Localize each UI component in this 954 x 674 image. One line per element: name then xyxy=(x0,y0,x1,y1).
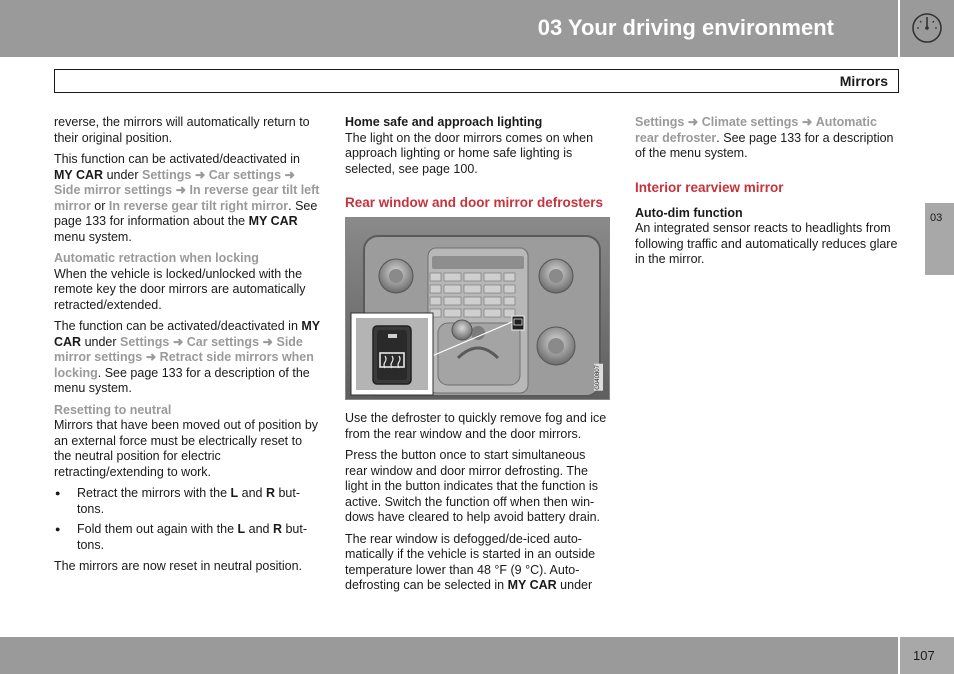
menu-path-item: Automatic rear defroster xyxy=(635,115,877,145)
menu-path-item: Car settings xyxy=(186,334,260,349)
text: under xyxy=(81,334,121,349)
center-console-illustration xyxy=(346,218,610,400)
chapter-title: 03 Your driving environment xyxy=(537,15,834,40)
button-letter: R xyxy=(265,486,275,500)
text: under xyxy=(556,578,593,592)
menu-path-item: In reverse gear tilt left mirror xyxy=(54,183,320,213)
text: The function can be activated/deactivated in xyxy=(54,319,302,333)
text: or xyxy=(90,198,109,213)
defroster-photo xyxy=(345,217,610,400)
paragraph: The light on the door mirrors comes on when approach lighting or home safe lighting is selected, see page 100. xyxy=(345,130,594,176)
speedometer-icon xyxy=(911,12,943,44)
section-heading: Rear window and door mirror defrosters xyxy=(345,195,604,210)
footer-bar xyxy=(0,637,898,674)
right-arrow-icon: ➜ xyxy=(284,167,295,182)
paragraph xyxy=(345,532,611,594)
text: menu system. xyxy=(54,229,132,244)
text: . See page 133 for information about the xyxy=(54,198,318,228)
text: and xyxy=(245,522,273,536)
text: Fold them out again with the xyxy=(77,522,238,536)
menu-path-item: Climate settings xyxy=(701,115,799,129)
menu-path-item: Side mirror settings xyxy=(54,334,303,364)
button-letter: R xyxy=(272,522,282,536)
section-heading: Interior rearview mirror xyxy=(635,179,784,195)
page-number: 107 xyxy=(913,648,935,663)
text: . See page 133 for a description of the menu system. xyxy=(635,130,894,160)
header-bar xyxy=(0,0,898,57)
image-code: G040807 xyxy=(595,365,601,390)
paragraph xyxy=(54,319,320,397)
menu-path-item: Settings xyxy=(635,115,685,129)
menu-name: MY CAR xyxy=(248,214,298,228)
paragraph: An integrated sensor reacts to headlights from following traffic and automatically reduces glare in the mirror. xyxy=(635,221,898,266)
column-middle xyxy=(345,115,611,600)
right-arrow-icon: ➜ xyxy=(687,115,699,129)
chapter-tab[interactable] xyxy=(925,203,954,275)
paragraph xyxy=(635,115,901,162)
menu-path-item: Settings xyxy=(120,334,170,349)
right-arrow-icon: ➜ xyxy=(801,115,813,129)
section-title: Mirrors xyxy=(839,73,888,89)
button-letter: L xyxy=(237,522,246,536)
chapter-tab-label: 03 xyxy=(930,212,943,224)
paragraph: When the vehicle is locked/unlocked with the remote key the door mirrors are automatically retracted/extended. xyxy=(54,266,306,312)
menu-path-item: Settings xyxy=(142,167,192,182)
menu-path-item: Side mirror settings xyxy=(54,183,173,197)
subheading: Resetting to neutral xyxy=(54,402,172,417)
menu-name: MY CAR xyxy=(54,167,104,182)
header-icon-box xyxy=(900,0,954,57)
right-arrow-icon: ➜ xyxy=(262,334,273,349)
paragraph: The mirrors are now reset in neutral position. xyxy=(54,559,303,573)
column-left xyxy=(54,115,320,581)
right-arrow-icon: ➜ xyxy=(145,350,157,364)
column-right xyxy=(635,115,901,274)
section-header xyxy=(54,69,899,93)
paragraph: reverse, the mirrors will automatically return to their original position. xyxy=(54,115,310,145)
bullet-list xyxy=(54,486,320,553)
text: but-tons. xyxy=(77,522,308,552)
paragraph: Press the button once to start simultaneous rear window and door mirror defrosting. The light in the button indicates that the function is active. Switch the function off when then win-dows have cleared to help avoid battery drain. xyxy=(345,448,601,524)
menu-name: MY CAR xyxy=(507,578,557,592)
text: under xyxy=(103,167,143,182)
menu-path-item: Retract side mirrors when locking xyxy=(54,350,314,380)
page-number-box xyxy=(900,637,954,674)
menu-path-item: Car settings xyxy=(208,167,282,182)
subheading: Automatic retraction when locking xyxy=(54,251,259,265)
paragraph: Use the defroster to quickly remove fog and ice from the rear window and the door mirrors. xyxy=(345,411,607,441)
text: but-tons. xyxy=(77,486,301,516)
paragraph xyxy=(54,152,320,245)
right-arrow-icon: ➜ xyxy=(175,183,187,197)
paragraph: Mirrors that have been moved out of position by an external force must be electrically reset to the neutral position for electric retracting/extending to work. xyxy=(54,418,319,479)
list-item xyxy=(54,486,320,517)
text: Retract the mirrors with the xyxy=(77,486,231,500)
button-letter: L xyxy=(230,486,239,500)
right-arrow-icon: ➜ xyxy=(194,167,206,182)
text: The rear window is defogged/de-iced auto-matically if the vehicle is started in an outside temperature lower than 48 °F (9 °C). Auto-defrosting can be selected in xyxy=(345,531,596,592)
text: . See page 133 for a description of the menu system. xyxy=(54,365,310,395)
subheading: Home safe and approach lighting xyxy=(345,115,543,129)
text: This function can be activated/deactivated in xyxy=(54,152,300,166)
text: and xyxy=(238,486,266,500)
menu-path-item: In reverse gear tilt right mirror xyxy=(108,198,289,213)
menu-name: MY CAR xyxy=(54,319,320,349)
list-item xyxy=(54,522,320,553)
right-arrow-icon: ➜ xyxy=(172,334,184,349)
subheading: Auto-dim function xyxy=(635,205,743,220)
